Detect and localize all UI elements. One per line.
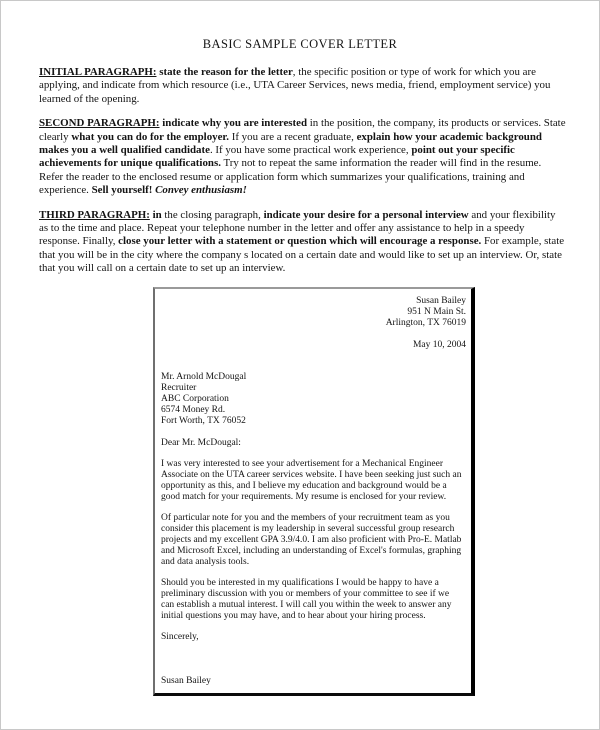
- letter-closing: Sincerely,: [161, 631, 199, 642]
- sample-letter-box: [153, 287, 475, 696]
- recipient-address-line: Fort Worth, TX 76052: [161, 415, 246, 426]
- recipient-address-block: [161, 372, 466, 427]
- sender-address-line: 951 N Main St.: [407, 306, 466, 317]
- sender-address-block: [161, 296, 466, 329]
- letter-body-paragraph-3: Should you be interested in my qualifications I would be happy to have a preliminary discussion with you or members of your committee to see if we can establish a mutual interest. I will call you within the week to answer any initial questions you may have, and to hear about your hiring process.: [161, 577, 452, 621]
- letter-body-paragraph-1: I was very interested to see your advertisement for a Mechanical Engineer Associate on the UTA career services website. I have been seeking just such an opportunity as this, and I believe my education and background would be a good match for your requirements. My resume is enclosed for your review.: [161, 458, 462, 502]
- recipient-address-line: 6574 Money Rd.: [161, 404, 226, 415]
- sender-address-line: Susan Bailey: [416, 295, 466, 306]
- recipient-address-line: ABC Corporation: [161, 393, 229, 404]
- instruction-paragraph-initial: INITIAL PARAGRAPH: state the reason for the letter, the specific position or type of work for which you are applying, and indicate from which resource (i.e., UTA Career Services, news media, friend, employment service) you learned of the opening.: [39, 66, 551, 105]
- recipient-address-line: Mr. Arnold McDougal: [161, 371, 247, 382]
- letter-signature-name: Susan Bailey: [161, 675, 211, 686]
- instruction-paragraph-second: SECOND PARAGRAPH: indicate why you are interested in the position, the company, its products or services. State clearly what you can do for the employer. If you are a recent graduate, explain how your academic background makes you a well qualified candidate. If you have some practical work experience, point out your specific achievements for unique qualifications. Try not to repeat the same information the reader will find in the resume. Refer the reader to the enclosed resume or application form which summarizes your qualifications, training and experience. Sell yourself! Convey enthusiasm!: [39, 117, 566, 197]
- letter-body-paragraph-2: Of particular note for you and the members of your recruitment team as you consider this placement is my leadership in several successful group research projects and my excellent GPA 3.9/4.0. I am also proficient with Pro-E. Matlab and Microsoft Excel, including an understanding of Excel's formulas, graphing and data analysis tools.: [161, 512, 462, 567]
- sender-address-line: Arlington, TX 76019: [385, 317, 466, 328]
- instruction-paragraph-third: THIRD PARAGRAPH: in the closing paragraph, indicate your desire for a personal interview and your flexibility as to the time and place. Repeat your telephone number in the letter and offer any assistance to help in a speedy response. Finally, close your letter with a statement or question which will encourage a response. For example, state that you will be in the city where the company s located on a certain date and would like to set up an interview. Or, state that you will call on a certain date to set up an interview.: [39, 208, 565, 275]
- letter-date: May 10, 2004: [412, 339, 466, 350]
- recipient-address-line: Recruiter: [161, 382, 197, 393]
- instructions-section: [39, 66, 567, 276]
- letter-salutation: Dear Mr. McDougal:: [161, 437, 241, 448]
- page-title: BASIC SAMPLE COVER LETTER: [202, 37, 398, 51]
